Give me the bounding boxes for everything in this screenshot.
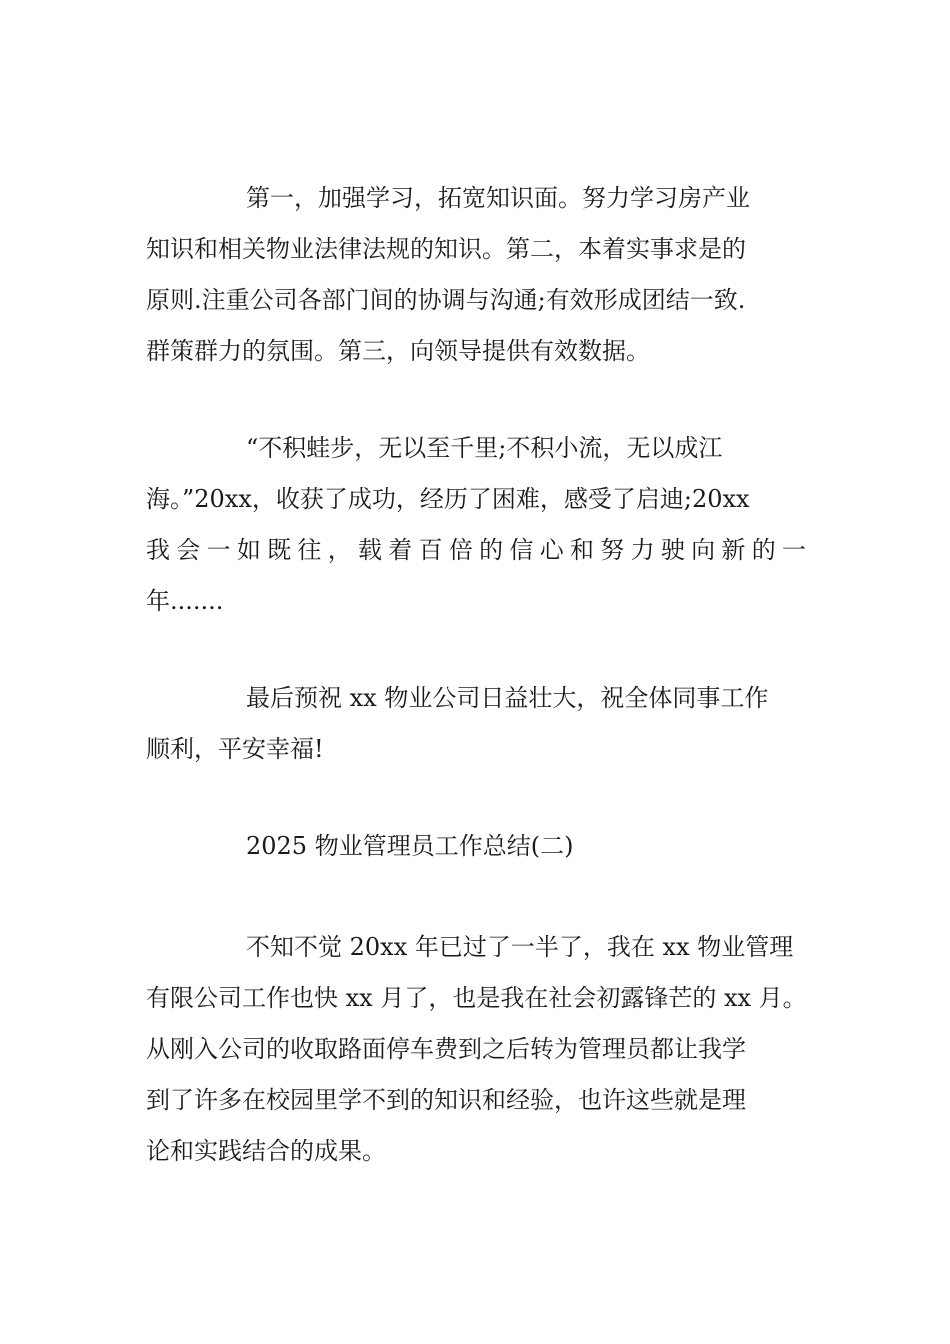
paragraph-1-line-2: 知识和相关物业法律法规的知识。第二，本着实事求是的: [146, 235, 746, 263]
paragraph-5-line-1: 不知不觉 20xx 年已过了一半了，我在 xx 物业管理: [246, 933, 794, 961]
paragraph-2-line-2: 海。”20xx，收获了成功，经历了困难，感受了启迪;20xx: [146, 485, 750, 513]
paragraph-1-line-4: 群策群力的氛围。第三，向领导提供有效数据。: [146, 337, 650, 365]
paragraph-2-line-4: 年.......: [146, 587, 224, 615]
section-heading: 2025 物业管理员工作总结(二): [246, 832, 574, 860]
paragraph-3-line-2: 顺利，平安幸福!: [146, 735, 324, 763]
paragraph-2-line-3: 我会一如既往，载着百倍的信心和努力驶向新的一: [146, 536, 806, 564]
paragraph-5-line-2: 有限公司工作也快 xx 月了，也是我在社会初露锋芒的 xx 月。: [146, 984, 807, 1012]
paragraph-2-line-1: “不积蛙步，无以至千里;不积小流，无以成江: [246, 434, 723, 462]
paragraph-5-line-5: 论和实践结合的成果。: [146, 1137, 386, 1165]
paragraph-3-line-1: 最后预祝 xx 物业公司日益壮大，祝全体同事工作: [246, 684, 769, 712]
paragraph-5-line-3: 从刚入公司的收取路面停车费到之后转为管理员都让我学: [146, 1035, 746, 1063]
paragraph-1-line-3: 原则.注重公司各部门间的协调与沟通;有效形成团结一致.: [146, 286, 746, 314]
paragraph-5-line-4: 到了许多在校园里学不到的知识和经验，也许这些就是理: [146, 1086, 746, 1114]
paragraph-1-line-1: 第一，加强学习，拓宽知识面。努力学习房产业: [246, 184, 750, 212]
